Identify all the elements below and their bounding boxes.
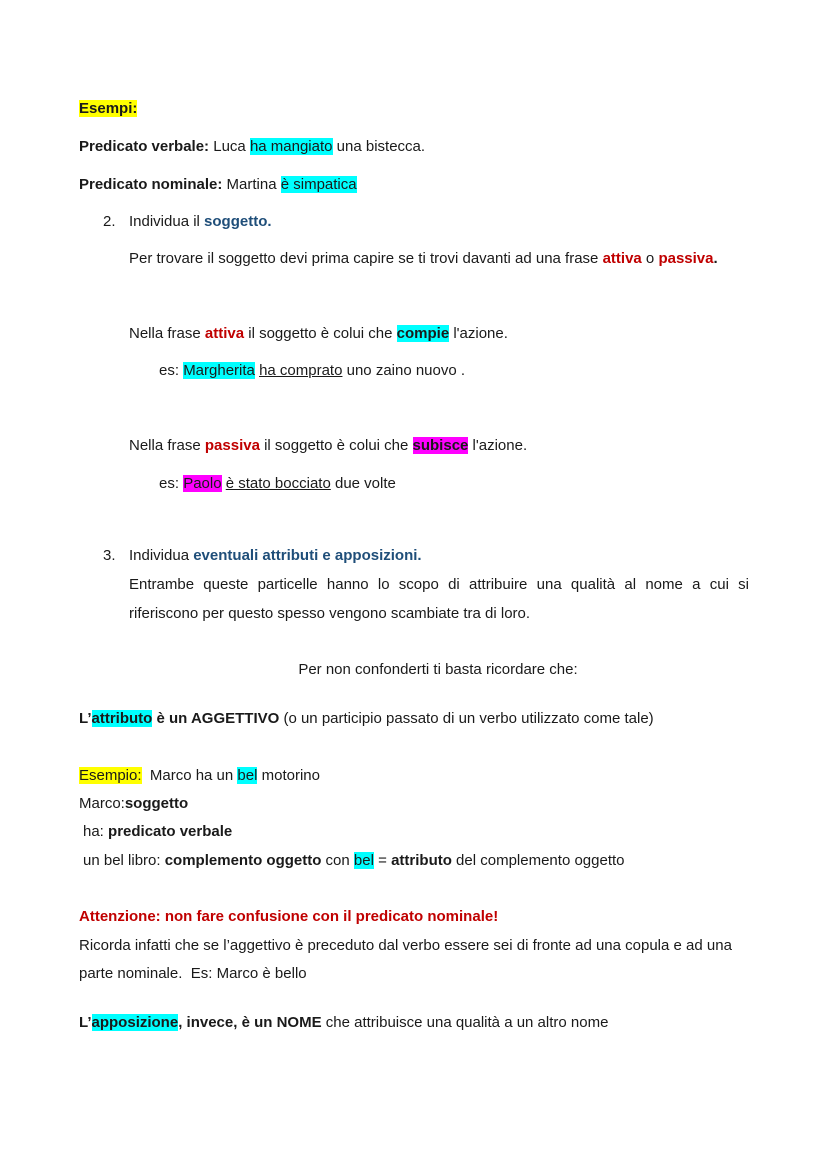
examples-label: Esempi: (79, 100, 138, 117)
highlight-bel: bel (237, 767, 258, 784)
underlined-verb: ha comprato (259, 362, 343, 379)
highlight-subisce: subisce (412, 437, 469, 454)
step-2: 2. Individua il soggetto. (103, 213, 272, 230)
ricorda-line2: parte nominale. Es: Marco è bello (79, 965, 307, 982)
active-sentence-line: Nella frase attiva il soggetto è colui che compie l'azione. (129, 325, 508, 342)
underlined-verb: è stato bocciato (225, 475, 331, 492)
list-number: 3. (103, 547, 116, 564)
apposizione-definition: L’apposizione, invece, è un NOME che attribuisce una qualità a un altro nome (79, 1014, 609, 1031)
analysis-subject: Marco:soggetto (79, 795, 189, 812)
highlight-apposizione: apposizione (91, 1014, 179, 1031)
paragraph-entrambe-line1: Entrambe queste particelle hanno lo scopo di attribuire una qualità al nome a cui si (129, 576, 749, 593)
centered-note: Per non confonderti ti basta ricordare che: (298, 661, 578, 678)
highlight-verb: ha mangiato (249, 138, 333, 155)
examples-heading (79, 99, 137, 119)
highlight-nominal: è simpatica (280, 176, 357, 193)
subject-keyword: soggetto. (204, 213, 272, 230)
example-line: Esempio: Marco ha un bel motorino (79, 767, 320, 784)
analysis-object: un bel libro: complemento oggetto con bel = attributo del complemento oggetto (83, 852, 625, 869)
predicato-nominale-line: Predicato nominale: Martina è simpatica (79, 176, 357, 193)
highlight-subject: Paolo (183, 475, 222, 492)
ricorda-line1: Ricorda infatti che se l’aggettivo è preceduto dal verbo essere sei di fronte ad una copula e ad una (79, 937, 732, 954)
attributes-keyword: eventuali attributi e apposizioni. (193, 547, 422, 564)
analysis-predicate: ha: predicato verbale (83, 823, 233, 840)
highlight-compie: compie (396, 325, 450, 342)
highlight-attributo: attributo (91, 710, 153, 727)
attributo-definition: L’attributo è un AGGETTIVO (o un participio passato di un verbo utilizzato come tale) (79, 710, 654, 727)
predicato-verbale-line: Predicato verbale: Luca ha mangiato una bistecca. (79, 138, 426, 155)
predicato-nominale-label: Predicato nominale: (79, 176, 223, 193)
example-passive: es: Paolo è stato bocciato due volte (159, 475, 396, 492)
step-3: 3. Individua eventuali attributi e apposizioni. (103, 547, 422, 564)
passive-sentence-line: Nella frase passiva il soggetto è colui che subisce l'azione. (129, 437, 528, 454)
predicato-verbale-label: Predicato verbale: (79, 138, 210, 155)
example-label: Esempio: (79, 767, 142, 784)
highlight-subject: Margherita (183, 362, 255, 379)
example-active: es: Margherita ha comprato uno zaino nuovo . (159, 362, 466, 379)
trovare-line: Per trovare il soggetto devi prima capire se ti trovi davanti ad una frase attiva o passiva. (129, 250, 718, 267)
list-number: 2. (103, 213, 116, 230)
paragraph-entrambe-line2: riferiscono per questo spesso vengono scambiate tra di loro. (129, 605, 531, 622)
warning-heading: Attenzione: non fare confusione con il predicato nominale! (79, 908, 499, 925)
highlight-bel: bel (353, 852, 374, 869)
